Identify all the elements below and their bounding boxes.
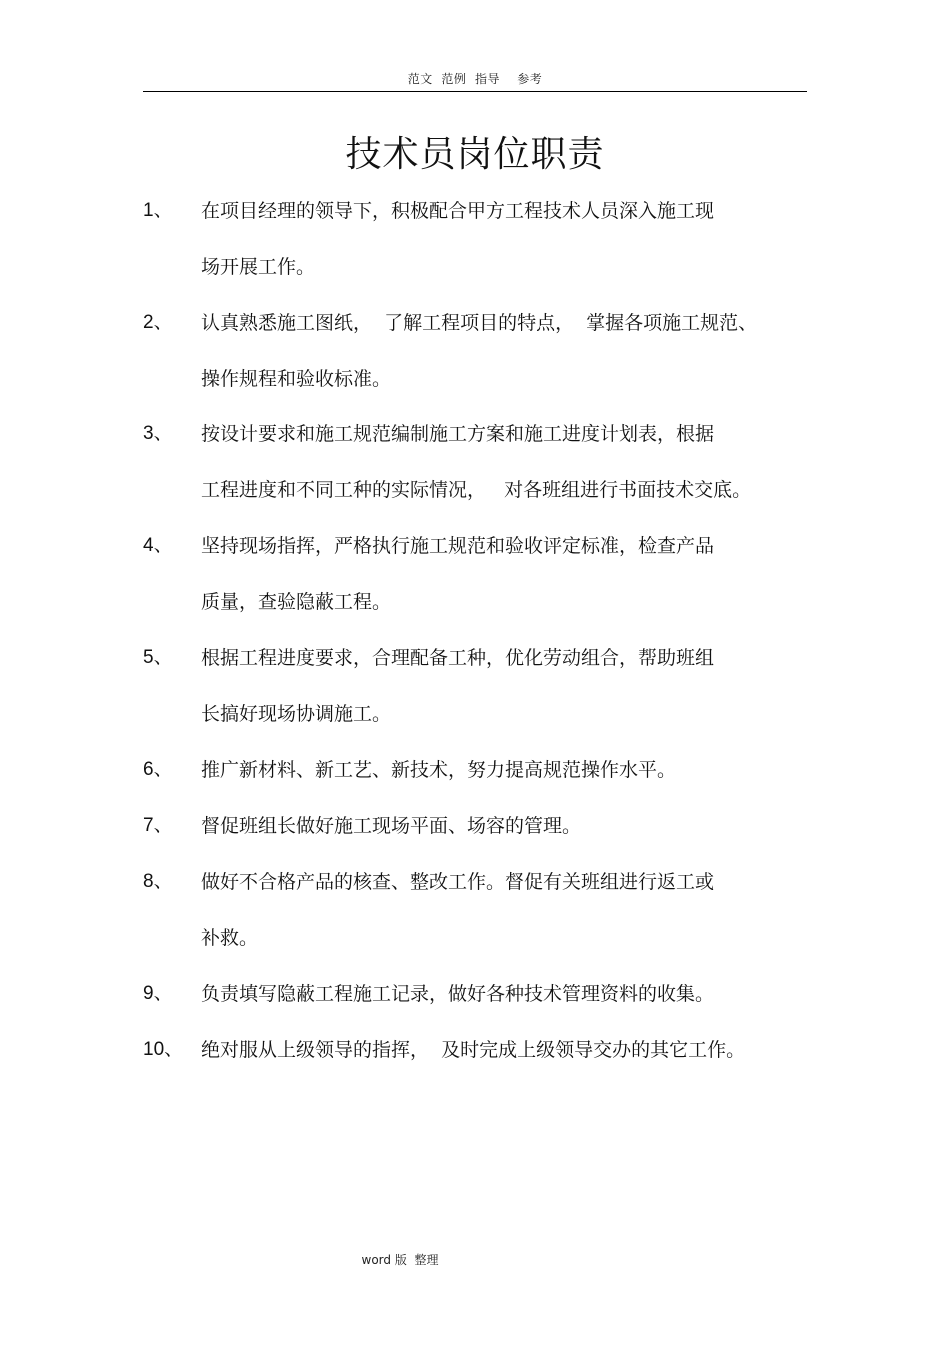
duty-text-line: 督促班组长做好施工现场平面、场容的管理。 bbox=[201, 815, 582, 837]
duty-text-line: 认真熟悉施工图纸， 了解工程项目的特点， 掌握各项施工规范、 bbox=[201, 312, 758, 334]
page-footer: word 版 整理 bbox=[361, 1253, 439, 1267]
duty-text-line: 长搞好现场协调施工。 bbox=[201, 703, 392, 725]
duty-text-line: 质量，查验隐蔽工程。 bbox=[201, 591, 392, 613]
duty-text-line: 做好不合格产品的核查、整改工作。督促有关班组进行返工或 bbox=[201, 871, 715, 893]
duty-text-line: 按设计要求和施工规范编制施工方案和施工进度计划表，根据 bbox=[201, 423, 715, 445]
duty-number: 6、 bbox=[143, 759, 173, 780]
duty-number: 9、 bbox=[143, 983, 173, 1004]
duty-number: 5、 bbox=[143, 647, 173, 668]
duty-text-line: 坚持现场指挥，严格执行施工规范和验收评定标准，检查产品 bbox=[201, 535, 715, 557]
duty-number: 3、 bbox=[143, 423, 173, 444]
duty-text-line: 推广新材料、新工艺、新技术，努力提高规范操作水平。 bbox=[201, 759, 677, 781]
duty-text-line: 补救。 bbox=[201, 927, 259, 949]
duty-text-line: 工程进度和不同工种的实际情况， 对各班组进行书面技术交底。 bbox=[201, 479, 752, 501]
duty-text-line: 在项目经理的领导下，积极配合甲方工程技术人员深入施工现 bbox=[201, 200, 715, 222]
duty-number: 4、 bbox=[143, 535, 173, 556]
header-rule bbox=[143, 91, 807, 92]
document-title: 技术员岗位职责 bbox=[345, 134, 605, 175]
duty-number: 2、 bbox=[143, 312, 173, 333]
duty-number: 8、 bbox=[143, 871, 173, 892]
duty-text-line: 场开展工作。 bbox=[201, 256, 316, 278]
duty-number: 7、 bbox=[143, 815, 173, 836]
duty-text-line: 绝对服从上级领导的指挥， 及时完成上级领导交办的其它工作。 bbox=[201, 1039, 746, 1061]
duty-number: 1、 bbox=[143, 200, 173, 221]
duty-number: 10、 bbox=[143, 1039, 184, 1060]
duty-text-line: 负责填写隐蔽工程施工记录，做好各种技术管理资料的收集。 bbox=[201, 983, 715, 1005]
page-header: 范文 范例 指导 参考 bbox=[407, 72, 543, 86]
duty-text-line: 根据工程进度要求，合理配备工种，优化劳动组合，帮助班组 bbox=[201, 647, 715, 669]
duty-text-line: 操作规程和验收标准。 bbox=[201, 368, 392, 390]
